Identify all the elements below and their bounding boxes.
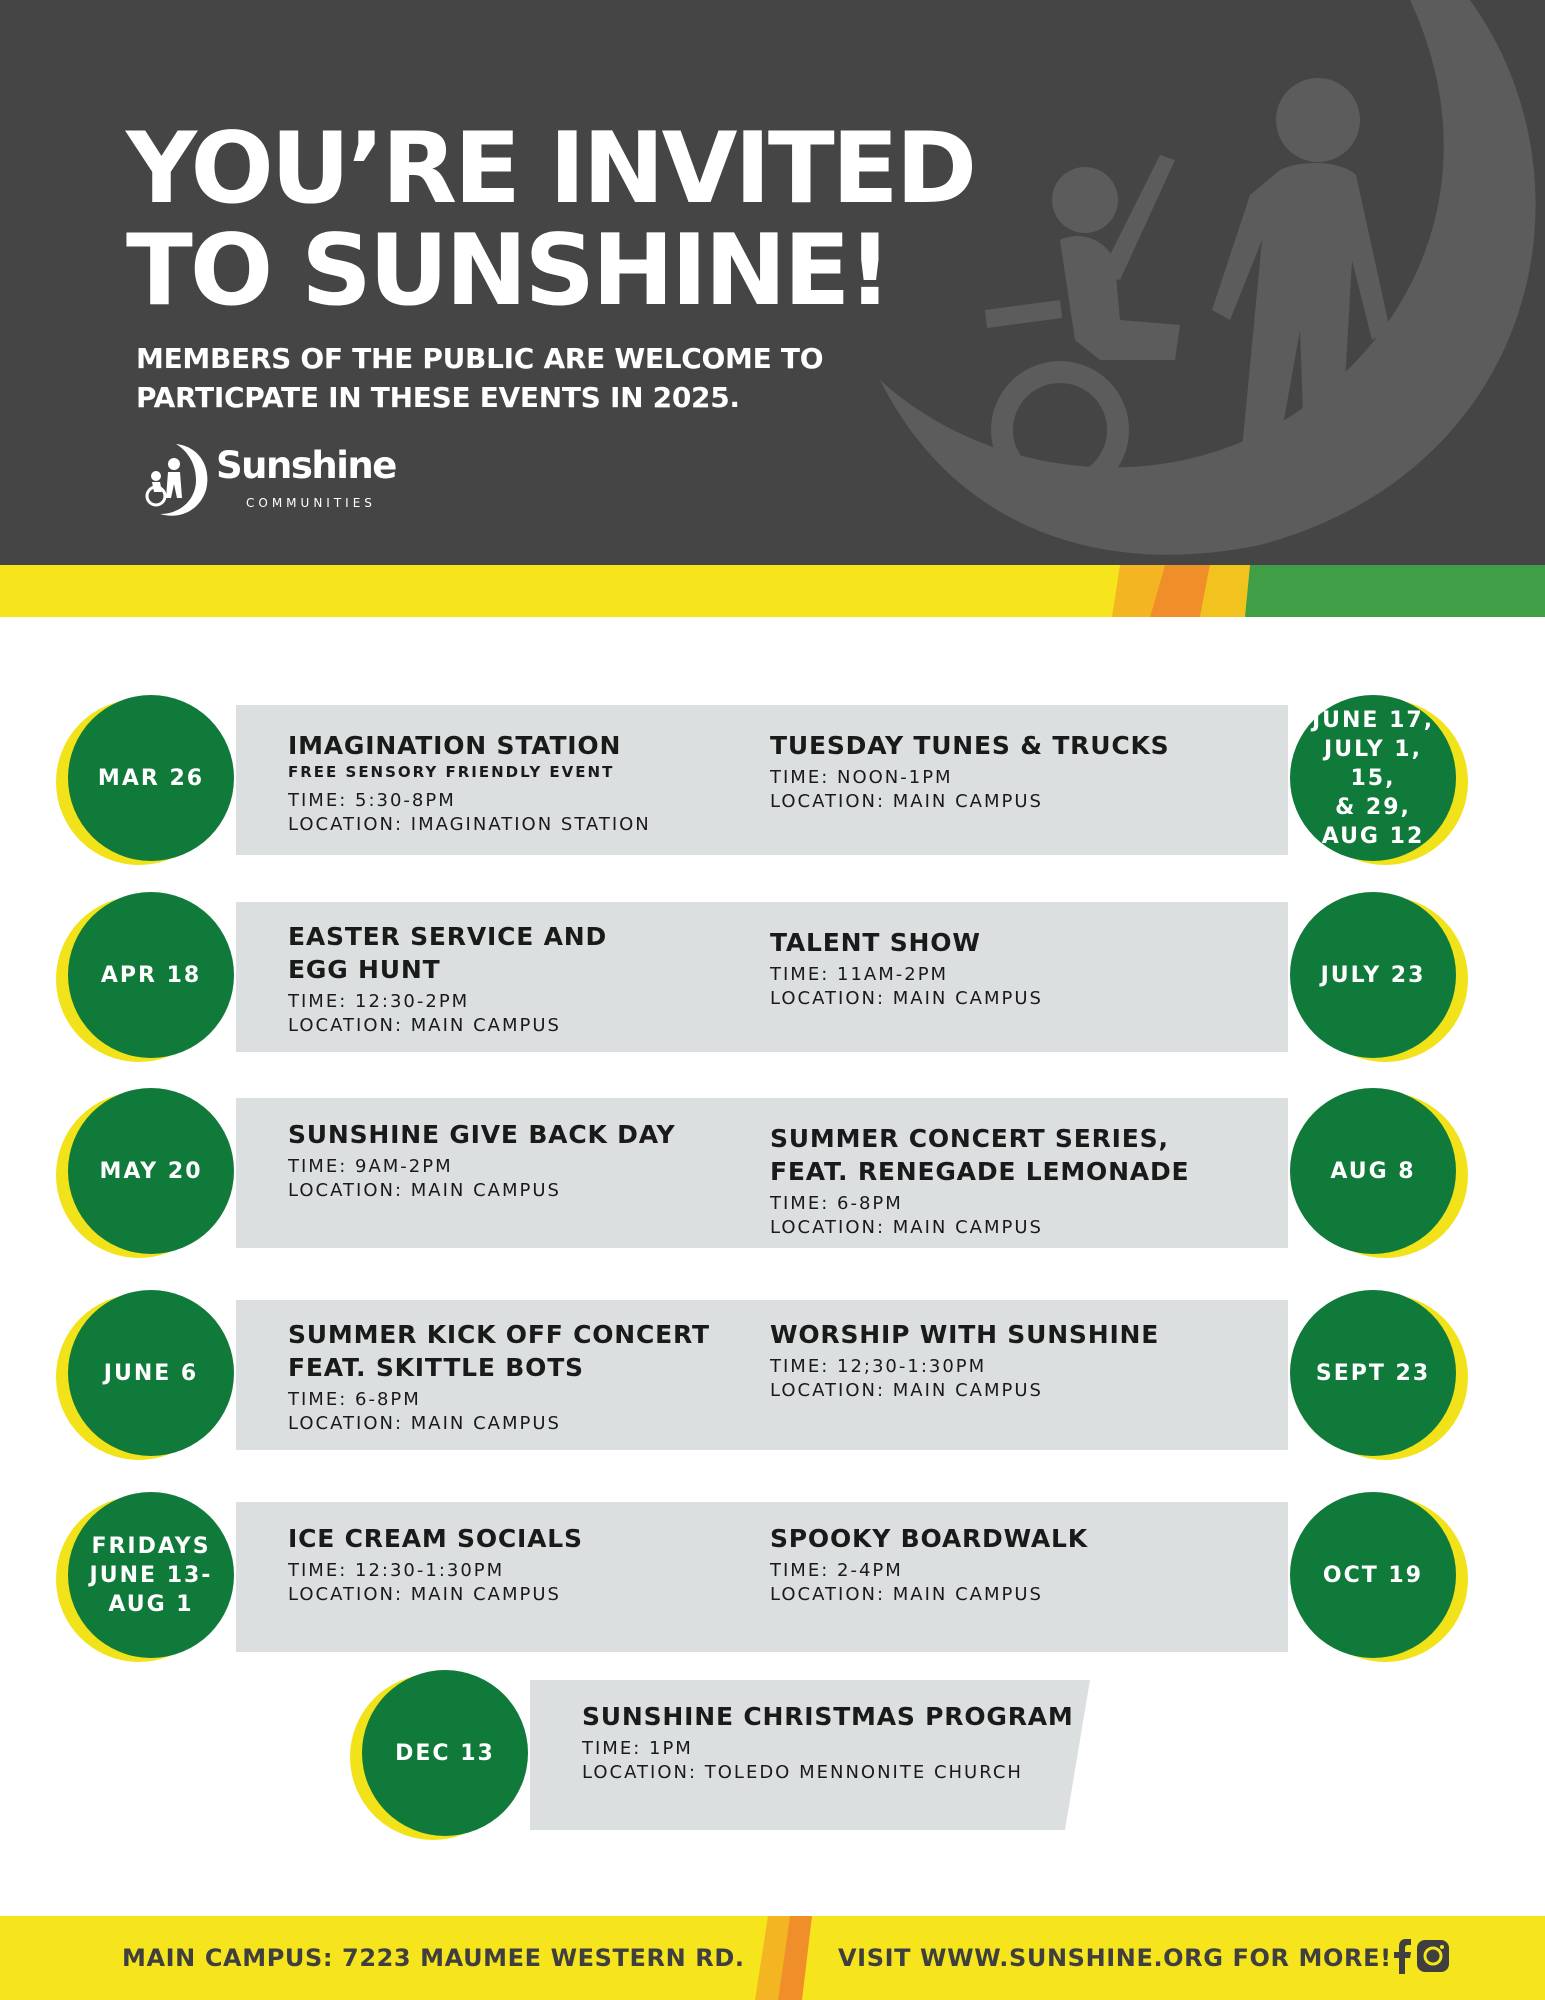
event-card xyxy=(708,892,1468,1057)
event-date: FRIDAYS JUNE 13- AUG 1 xyxy=(89,1533,213,1617)
event-card xyxy=(56,1290,816,1455)
event-info xyxy=(770,926,1043,1011)
event-date: OCT 19 xyxy=(1322,1562,1424,1588)
event-title: SUNSHINE GIVE BACK DAY xyxy=(288,1120,676,1149)
hero-subtitle-line-2: PARTICPATE IN THESE EVENTS IN 2025. xyxy=(136,381,740,414)
event-location: LOCATION: TOLEDO MENNONITE CHURCH xyxy=(582,1762,1023,1783)
event-title: ICE CREAM SOCIALS xyxy=(288,1524,583,1553)
event-date: APR 18 xyxy=(100,962,202,988)
event-date: JUNE 17, JULY 1, 15, & 29, AUG 12 xyxy=(1311,707,1435,849)
date-circle xyxy=(1290,1088,1456,1254)
event-card xyxy=(56,1088,816,1253)
event-title: TALENT SHOW xyxy=(770,928,981,957)
logo-wordmark: Sunshine xyxy=(216,444,396,487)
event-location: LOCATION: MAIN CAMPUS xyxy=(770,791,1043,812)
date-circle xyxy=(1290,1492,1456,1658)
event-time: TIME: 6-8PM xyxy=(770,1193,903,1214)
event-time: TIME: 9AM-2PM xyxy=(288,1156,453,1177)
event-title: WORSHIP WITH SUNSHINE xyxy=(770,1320,1160,1349)
date-circle xyxy=(68,892,234,1058)
event-info xyxy=(770,729,1169,814)
hero-title-line-2: TO SUNSHINE! xyxy=(126,214,890,328)
event-date: AUG 8 xyxy=(1330,1158,1416,1184)
event-date: JUNE 6 xyxy=(103,1360,199,1386)
event-time: TIME: 5:30-8PM xyxy=(288,790,456,811)
event-location: LOCATION: IMAGINATION STATION xyxy=(288,814,651,835)
event-info xyxy=(288,729,651,837)
event-date: JULY 23 xyxy=(1320,962,1426,988)
footer-address: MAIN CAMPUS: 7223 MAUMEE WESTERN RD. xyxy=(122,1944,745,1972)
event-card xyxy=(56,695,816,860)
date-circle xyxy=(1290,695,1456,861)
event-date: MAR 26 xyxy=(97,765,205,791)
event-title: SPOOKY BOARDWALK xyxy=(770,1524,1088,1553)
instagram-icon[interactable] xyxy=(1416,1939,1450,1973)
hero-subtitle xyxy=(136,339,823,417)
event-card xyxy=(708,695,1468,860)
header-banner xyxy=(0,0,1545,566)
date-circle xyxy=(68,1492,234,1658)
event-time: TIME: 12;30-1:30PM xyxy=(770,1356,987,1377)
event-card xyxy=(708,1492,1468,1657)
event-title: EASTER SERVICE AND EGG HUNT xyxy=(288,922,608,984)
event-card xyxy=(56,892,816,1057)
event-title: SUNSHINE CHRISTMAS PROGRAM xyxy=(582,1702,1074,1731)
event-card xyxy=(708,1088,1468,1253)
event-title: SUMMER CONCERT SERIES, FEAT. RENEGADE LEMONADE xyxy=(770,1124,1190,1186)
event-date: SEPT 23 xyxy=(1315,1360,1431,1386)
event-date: DEC 13 xyxy=(395,1740,495,1766)
event-info xyxy=(288,1118,675,1203)
event-location: LOCATION: MAIN CAMPUS xyxy=(288,1413,561,1434)
sunshine-logo xyxy=(136,440,436,520)
event-time: TIME: 1PM xyxy=(582,1738,693,1759)
date-circle xyxy=(1290,1290,1456,1456)
hero-title-line-1: YOU’RE INVITED xyxy=(126,112,975,226)
sunshine-logo-icon xyxy=(136,440,212,520)
facebook-icon[interactable] xyxy=(1392,1938,1412,1974)
event-time: TIME: 6-8PM xyxy=(288,1389,421,1410)
event-time: TIME: 12:30-2PM xyxy=(288,991,470,1012)
date-circle xyxy=(68,1088,234,1254)
event-title: SUMMER KICK OFF CONCERT FEAT. SKITTLE BOTS xyxy=(288,1320,710,1382)
date-circle xyxy=(68,695,234,861)
event-location: LOCATION: MAIN CAMPUS xyxy=(288,1180,561,1201)
event-card xyxy=(56,1492,816,1657)
event-location: LOCATION: MAIN CAMPUS xyxy=(288,1584,561,1605)
event-card xyxy=(350,1670,1110,1835)
event-location: LOCATION: MAIN CAMPUS xyxy=(770,988,1043,1009)
hero-subtitle-line-1: MEMBERS OF THE PUBLIC ARE WELCOME TO xyxy=(136,342,824,375)
event-time: TIME: NOON-1PM xyxy=(770,767,953,788)
event-card xyxy=(708,1290,1468,1455)
event-info xyxy=(770,1122,1189,1240)
event-location: LOCATION: MAIN CAMPUS xyxy=(770,1584,1043,1605)
event-time: TIME: 11AM-2PM xyxy=(770,964,949,985)
event-info xyxy=(770,1522,1088,1607)
event-title: IMAGINATION STATION xyxy=(288,731,622,760)
event-location: LOCATION: MAIN CAMPUS xyxy=(288,1015,561,1036)
event-info xyxy=(582,1700,1074,1785)
event-location: LOCATION: MAIN CAMPUS xyxy=(770,1380,1043,1401)
event-info xyxy=(288,1318,710,1436)
event-time: TIME: 12:30-1:30PM xyxy=(288,1560,505,1581)
color-stripe xyxy=(0,565,1545,617)
event-info xyxy=(288,1522,583,1607)
event-note: FREE SENSORY FRIENDLY EVENT xyxy=(288,763,615,781)
event-location: LOCATION: MAIN CAMPUS xyxy=(770,1217,1043,1238)
date-circle xyxy=(1290,892,1456,1058)
hero-title xyxy=(126,112,975,328)
event-time: TIME: 2-4PM xyxy=(770,1560,903,1581)
logo-tagline: COMMUNITIES xyxy=(246,496,376,510)
event-title: TUESDAY TUNES & TRUCKS xyxy=(770,731,1170,760)
event-date: MAY 20 xyxy=(99,1158,203,1184)
date-circle xyxy=(362,1670,528,1836)
footer-website-link[interactable]: VISIT WWW.SUNSHINE.ORG FOR MORE! xyxy=(838,1944,1392,1972)
date-circle xyxy=(68,1290,234,1456)
event-info xyxy=(770,1318,1159,1403)
event-info xyxy=(288,920,607,1038)
